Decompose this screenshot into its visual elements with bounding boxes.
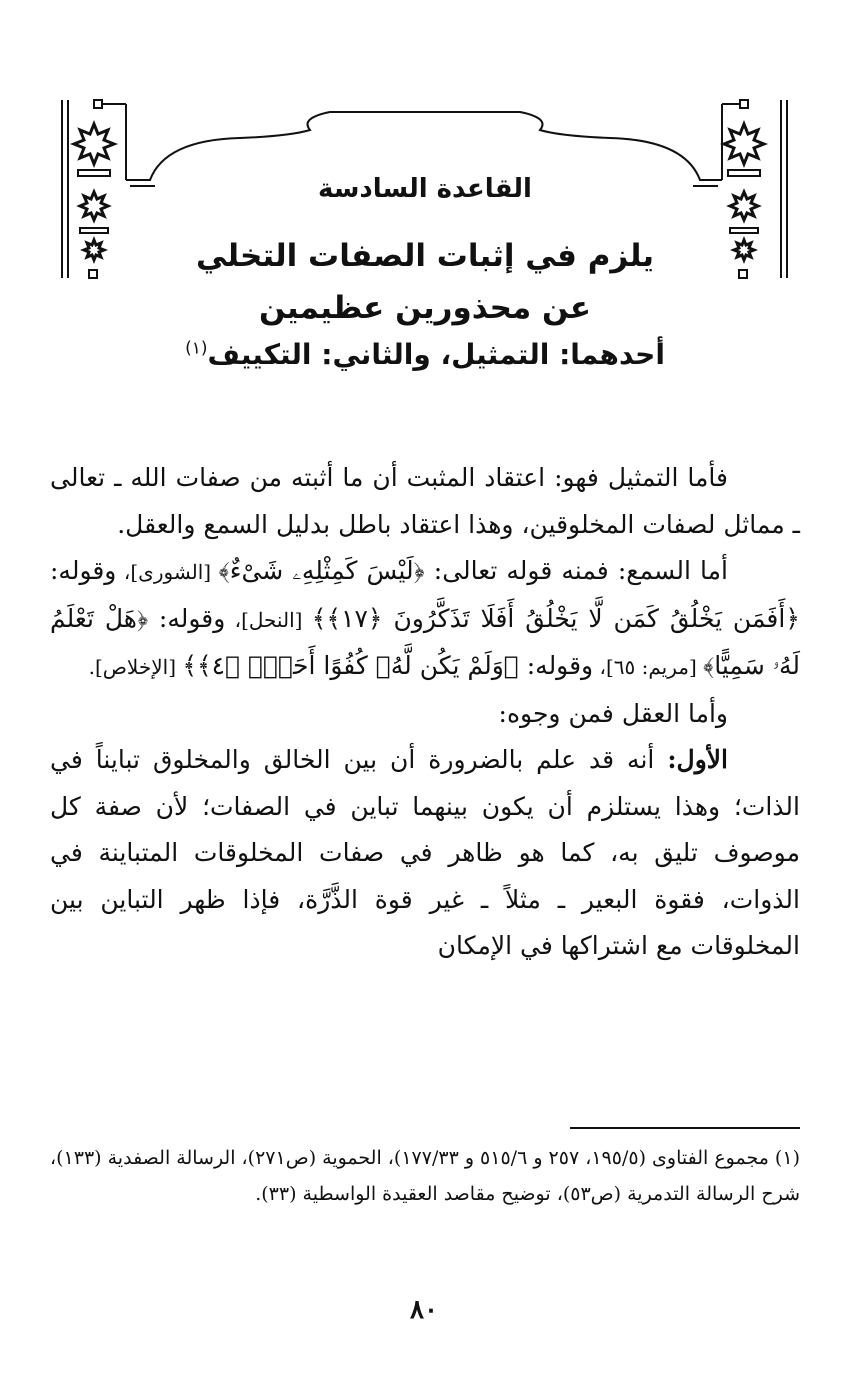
quran-verse-maryam: ﴿هَلْ تَعْلَمُ لَهُۥ سَمِيًّا﴾ — [50, 603, 800, 680]
first-reason-text: أنه قد علم بالضرورة أن بين الخالق والمخلوق تبايناً في الذات؛ وهذا يستلزم أن يكون بينهما تباين في الصفات؛ لأن صفة كل موصوف تليق به، كما هو ظاهر في صفات المخلوقات المتباينة في الذوات، فقوة البعير ـ مثلاً ـ غير قوة الذَّرَّة، فإذا ظهر التباين بين المخلوقات مع اشتراكها في الإمكان — [50, 745, 800, 960]
and-his-saying-3: وقوله: — [518, 651, 594, 680]
chapter-title: القاعدة السادسة — [318, 174, 532, 204]
quran-verse-ikhlas: ﴿وَلَمْ يَكُن لَّهُۥ كُفُوًا أَحَدٌۢ ﴿٤﴾﴾ — [182, 651, 519, 680]
paragraph-sam-evidence — [50, 548, 800, 691]
footnote-marker: (١) — [185, 338, 208, 359]
paragraph-aql-intro: وأما العقل فمن وجوه: — [498, 698, 728, 728]
quran-verse-nahl: ﴿أَفَمَن يَخْلُقُ كَمَن لَّا يَخْلُقُ أَفَلَا تَذَكَّرُونَ ﴿١٧﴾﴾ — [311, 603, 800, 633]
paragraph-tamthil-definition: فأما التمثيل فهو: اعتقاد المثبت أن ما أثبته من صفات الله ـ تعالى ـ مماثل لصفات المخلوقين، وهذا اعتقاد باطل بدليل السمع والعقل. — [50, 463, 800, 539]
sam-intro: أما السمع: فمنه قوله تعالى: — [424, 556, 728, 585]
and-his-saying-1: وقوله: — [50, 556, 117, 585]
chapter-header — [150, 170, 700, 371]
body-text — [50, 455, 800, 970]
footnote: (١) مجموع الفتاوى (١٩٥/٥، ٢٥٧ و ٥١٥/٦ و ١٧٧/٣٣)، الحموية (ص٢٧١)، الرسالة الصفدية (١٣٣)، شرح الرسالة التدمرية (ص٥٣)، توضيح مقاصد العقيدة الواسطية (٣٣). — [50, 1147, 800, 1205]
first-reason-label: الأول: — [667, 745, 728, 774]
surah-ref-nahl: [النحل]، — [225, 607, 312, 632]
main-title-line-3 — [150, 338, 700, 371]
main-title-line-2: عن محذورين عظيمين — [258, 290, 592, 326]
footnote-separator — [570, 1127, 800, 1129]
surah-ref-maryam: [مريم: ٦٥]، — [593, 655, 704, 679]
surah-ref-ikhlas: [الإخلاص]. — [88, 655, 183, 679]
title-line-3-text: أحدهما: التمثيل، والثاني: التكييف — [207, 338, 665, 371]
surah-ref-shura: [الشورى]، — [116, 560, 219, 584]
page-number: ٨٠ — [410, 1295, 438, 1325]
and-his-saying-2: وقوله: — [148, 603, 226, 633]
paragraph-first-reason — [50, 737, 800, 970]
quran-verse-shura: ﴿لَيْسَ كَمِثْلِهِۦ شَىْءٌ﴾ — [218, 556, 425, 585]
main-title-line-1: يلزم في إثبات الصفات التخلي — [195, 238, 655, 274]
